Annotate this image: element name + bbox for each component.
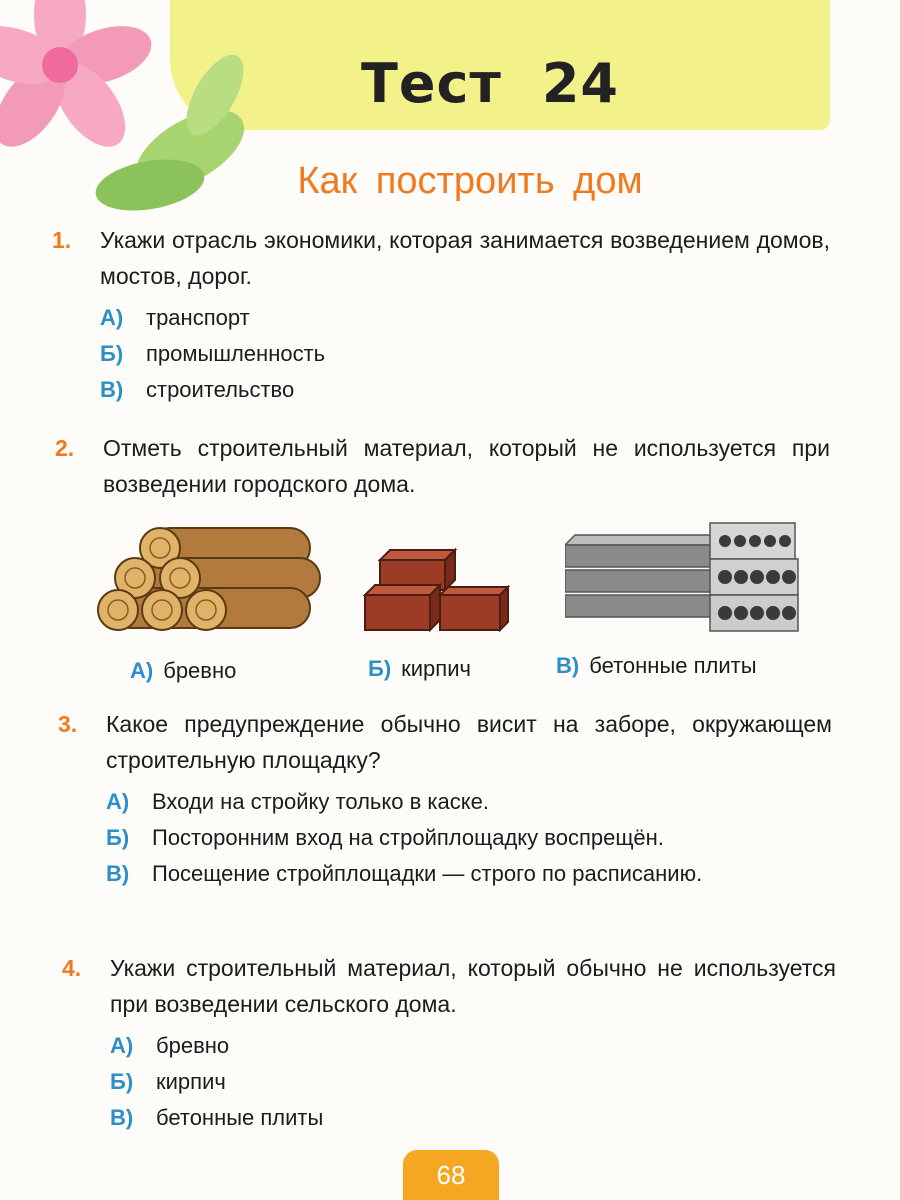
- question-1: [52, 222, 830, 408]
- question-number: 2.: [55, 435, 75, 461]
- option-c[interactable]: В) бетонные плиты: [110, 1105, 324, 1130]
- option-a[interactable]: А) Входи на стройку только в каске.: [106, 789, 489, 814]
- option-c-caption[interactable]: В) бетонные плиты: [556, 653, 757, 678]
- option-c[interactable]: В) строительство: [100, 377, 295, 402]
- question-4: [62, 950, 836, 1136]
- option-b[interactable]: Б) Посторонним вход на стройплощадку воспрещён.: [106, 825, 664, 850]
- option-b[interactable]: Б) промышленность: [100, 341, 326, 366]
- test-subtitle: Как построить дом: [297, 160, 643, 202]
- option-b-caption[interactable]: Б) кирпич: [368, 656, 471, 681]
- concrete-slabs-icon[interactable]: [565, 515, 805, 640]
- option-a-caption[interactable]: А) бревно: [130, 658, 237, 683]
- question-3: [58, 706, 832, 892]
- material-pictures: [80, 510, 840, 700]
- option-c[interactable]: В) Посещение стройплощадки — строго по расписанию.: [106, 861, 703, 886]
- option-a[interactable]: А) бревно: [110, 1033, 230, 1058]
- question-number: 4.: [62, 955, 82, 981]
- question-number: 3.: [58, 711, 78, 737]
- bricks-icon[interactable]: [360, 545, 510, 640]
- question-text: Укажи отрасль экономики, которая занимается возведением домов, мостов, дорог.: [100, 227, 830, 289]
- logs-icon[interactable]: [90, 520, 330, 650]
- question-text: Укажи строительный материал, который обычно не используется при возведении сельского дома.: [110, 955, 836, 1017]
- question-text: Какое предупреждение обычно висит на заборе, окружающем строительную площадку?: [106, 711, 832, 773]
- question-number: 1.: [52, 227, 72, 253]
- question-2: [55, 430, 830, 502]
- test-title: [40, 52, 900, 115]
- page-number: 68: [403, 1150, 499, 1200]
- test-title-word: Тест: [361, 52, 502, 115]
- option-a[interactable]: А) транспорт: [100, 305, 250, 330]
- option-b[interactable]: Б) кирпич: [110, 1069, 226, 1094]
- test-number: 24: [541, 52, 619, 115]
- question-text: Отметь строительный материал, который не используется при возведении городского дома.: [103, 435, 830, 497]
